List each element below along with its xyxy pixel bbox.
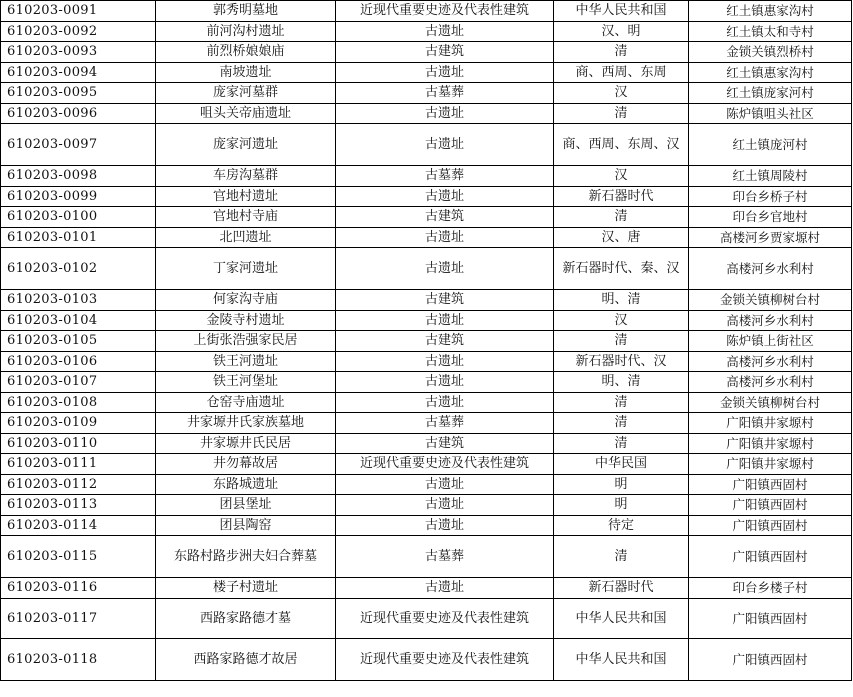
era-cell: 中华人民共和国 xyxy=(554,638,689,680)
site-name-cell: 北凹遗址 xyxy=(156,227,336,248)
site-code-cell: 610203-0114 xyxy=(1,515,156,536)
site-code-cell: 610203-0101 xyxy=(1,227,156,248)
era-cell: 中华人民共和国 xyxy=(554,598,689,638)
site-name-cell: 西路家路德才故居 xyxy=(156,638,336,680)
category-cell: 古墓葬 xyxy=(336,413,554,434)
era-cell: 明 xyxy=(554,474,689,495)
category-cell: 近现代重要史迹及代表性建筑 xyxy=(336,454,554,475)
category-cell: 古遗址 xyxy=(336,21,554,42)
table-row xyxy=(1,103,852,124)
heritage-table-body xyxy=(1,1,852,681)
category-cell: 古遗址 xyxy=(336,248,554,290)
location-cell: 红土镇惠家沟村 xyxy=(689,1,852,22)
site-code-cell: 610203-0091 xyxy=(1,1,156,22)
table-row xyxy=(1,62,852,83)
site-code-cell: 610203-0117 xyxy=(1,598,156,638)
era-cell: 新石器时代、秦、汉 xyxy=(554,248,689,290)
category-cell: 近现代重要史迹及代表性建筑 xyxy=(336,598,554,638)
site-code-cell: 610203-0116 xyxy=(1,578,156,599)
site-name-cell: 庞家河遗址 xyxy=(156,124,336,166)
table-row xyxy=(1,331,852,352)
era-cell: 汉 xyxy=(554,310,689,331)
site-code-cell: 610203-0104 xyxy=(1,310,156,331)
location-cell: 金锁关镇柳树台村 xyxy=(689,290,852,311)
site-name-cell: 铁王河堡址 xyxy=(156,372,336,393)
location-cell: 广阳镇井家塬村 xyxy=(689,413,852,434)
site-name-cell: 官地村寺庙 xyxy=(156,207,336,228)
site-name-cell: 郭秀明墓地 xyxy=(156,1,336,22)
site-name-cell: 东路城遗址 xyxy=(156,474,336,495)
location-cell: 广阳镇西固村 xyxy=(689,515,852,536)
location-cell: 红土镇惠家沟村 xyxy=(689,62,852,83)
location-cell: 金锁关镇烈桥村 xyxy=(689,42,852,63)
table-row xyxy=(1,413,852,434)
site-name-cell: 东路村路步洲夫妇合葬墓 xyxy=(156,536,336,578)
site-code-cell: 610203-0118 xyxy=(1,638,156,680)
site-code-cell: 610203-0103 xyxy=(1,290,156,311)
table-row xyxy=(1,536,852,578)
site-code-cell: 610203-0092 xyxy=(1,21,156,42)
table-row xyxy=(1,474,852,495)
category-cell: 古建筑 xyxy=(336,331,554,352)
site-name-cell: 官地村遗址 xyxy=(156,186,336,207)
table-row xyxy=(1,433,852,454)
site-code-cell: 610203-0109 xyxy=(1,413,156,434)
location-cell: 陈炉镇上街社区 xyxy=(689,331,852,352)
table-row xyxy=(1,186,852,207)
era-cell: 汉、明 xyxy=(554,21,689,42)
site-code-cell: 610203-0100 xyxy=(1,207,156,228)
location-cell: 高楼河乡水利村 xyxy=(689,351,852,372)
era-cell: 清 xyxy=(554,207,689,228)
site-code-cell: 610203-0105 xyxy=(1,331,156,352)
category-cell: 古建筑 xyxy=(336,290,554,311)
category-cell: 古遗址 xyxy=(336,351,554,372)
category-cell: 古遗址 xyxy=(336,227,554,248)
site-name-cell: 车房沟墓群 xyxy=(156,166,336,187)
era-cell: 清 xyxy=(554,536,689,578)
table-row xyxy=(1,42,852,63)
category-cell: 近现代重要史迹及代表性建筑 xyxy=(336,1,554,22)
table-row xyxy=(1,578,852,599)
site-code-cell: 610203-0113 xyxy=(1,495,156,516)
category-cell: 古墓葬 xyxy=(336,166,554,187)
location-cell: 广阳镇井家塬村 xyxy=(689,454,852,475)
location-cell: 红土镇庞家河村 xyxy=(689,83,852,104)
category-cell: 古遗址 xyxy=(336,310,554,331)
site-name-cell: 西路家路德才墓 xyxy=(156,598,336,638)
site-name-cell: 团县堡址 xyxy=(156,495,336,516)
category-cell: 近现代重要史迹及代表性建筑 xyxy=(336,638,554,680)
table-row xyxy=(1,598,852,638)
site-name-cell: 井家塬井氏民居 xyxy=(156,433,336,454)
table-row xyxy=(1,638,852,680)
era-cell: 汉 xyxy=(554,83,689,104)
location-cell: 广阳镇西固村 xyxy=(689,474,852,495)
location-cell: 印台乡官地村 xyxy=(689,207,852,228)
site-code-cell: 610203-0098 xyxy=(1,166,156,187)
table-row xyxy=(1,21,852,42)
site-name-cell: 楼子村遗址 xyxy=(156,578,336,599)
site-name-cell: 金陵寺村遗址 xyxy=(156,310,336,331)
site-code-cell: 610203-0107 xyxy=(1,372,156,393)
location-cell: 红土镇周陵村 xyxy=(689,166,852,187)
site-name-cell: 铁王河遗址 xyxy=(156,351,336,372)
category-cell: 古遗址 xyxy=(336,578,554,599)
category-cell: 古遗址 xyxy=(336,495,554,516)
site-name-cell: 何家沟寺庙 xyxy=(156,290,336,311)
site-code-cell: 610203-0095 xyxy=(1,83,156,104)
site-code-cell: 610203-0097 xyxy=(1,124,156,166)
location-cell: 红土镇庞河村 xyxy=(689,124,852,166)
era-cell: 清 xyxy=(554,103,689,124)
table-row xyxy=(1,166,852,187)
location-cell: 广阳镇西固村 xyxy=(689,598,852,638)
site-name-cell: 仓窑寺庙遗址 xyxy=(156,392,336,413)
table-row xyxy=(1,227,852,248)
category-cell: 古遗址 xyxy=(336,124,554,166)
era-cell: 新石器时代 xyxy=(554,578,689,599)
era-cell: 清 xyxy=(554,413,689,434)
table-row xyxy=(1,351,852,372)
site-code-cell: 610203-0108 xyxy=(1,392,156,413)
location-cell: 陈炉镇咀头社区 xyxy=(689,103,852,124)
era-cell: 清 xyxy=(554,433,689,454)
site-code-cell: 610203-0102 xyxy=(1,248,156,290)
era-cell: 待定 xyxy=(554,515,689,536)
site-name-cell: 团县陶窑 xyxy=(156,515,336,536)
location-cell: 高楼河乡水利村 xyxy=(689,248,852,290)
location-cell: 红土镇太和寺村 xyxy=(689,21,852,42)
location-cell: 印台乡楼子村 xyxy=(689,578,852,599)
category-cell: 古遗址 xyxy=(336,515,554,536)
site-code-cell: 610203-0093 xyxy=(1,42,156,63)
location-cell: 高楼河乡水利村 xyxy=(689,310,852,331)
table-row xyxy=(1,515,852,536)
era-cell: 明、清 xyxy=(554,372,689,393)
table-row xyxy=(1,310,852,331)
category-cell: 古建筑 xyxy=(336,433,554,454)
site-name-cell: 庞家河墓群 xyxy=(156,83,336,104)
location-cell: 广阳镇西固村 xyxy=(689,638,852,680)
category-cell: 古遗址 xyxy=(336,372,554,393)
table-row xyxy=(1,83,852,104)
era-cell: 明 xyxy=(554,495,689,516)
site-code-cell: 610203-0094 xyxy=(1,62,156,83)
era-cell: 新石器时代、汉 xyxy=(554,351,689,372)
category-cell: 古遗址 xyxy=(336,62,554,83)
site-name-cell: 咀头关帝庙遗址 xyxy=(156,103,336,124)
era-cell: 清 xyxy=(554,392,689,413)
site-code-cell: 610203-0106 xyxy=(1,351,156,372)
site-name-cell: 井勿幕故居 xyxy=(156,454,336,475)
era-cell: 商、西周、东周 xyxy=(554,62,689,83)
era-cell: 清 xyxy=(554,331,689,352)
table-row xyxy=(1,124,852,166)
era-cell: 明、清 xyxy=(554,290,689,311)
location-cell: 高楼河乡贾家塬村 xyxy=(689,227,852,248)
site-code-cell: 610203-0115 xyxy=(1,536,156,578)
era-cell: 汉、唐 xyxy=(554,227,689,248)
category-cell: 古遗址 xyxy=(336,392,554,413)
site-code-cell: 610203-0112 xyxy=(1,474,156,495)
location-cell: 广阳镇井家塬村 xyxy=(689,433,852,454)
table-row xyxy=(1,207,852,228)
location-cell: 高楼河乡水利村 xyxy=(689,372,852,393)
category-cell: 古遗址 xyxy=(336,474,554,495)
table-row xyxy=(1,1,852,22)
table-row xyxy=(1,372,852,393)
location-cell: 广阳镇西固村 xyxy=(689,536,852,578)
category-cell: 古墓葬 xyxy=(336,536,554,578)
era-cell: 汉 xyxy=(554,166,689,187)
site-code-cell: 610203-0111 xyxy=(1,454,156,475)
era-cell: 中华人民共和国 xyxy=(554,1,689,22)
category-cell: 古墓葬 xyxy=(336,83,554,104)
category-cell: 古遗址 xyxy=(336,186,554,207)
table-row xyxy=(1,290,852,311)
site-code-cell: 610203-0110 xyxy=(1,433,156,454)
era-cell: 中华民国 xyxy=(554,454,689,475)
site-name-cell: 前烈桥娘娘庙 xyxy=(156,42,336,63)
location-cell: 广阳镇西固村 xyxy=(689,495,852,516)
table-row xyxy=(1,454,852,475)
category-cell: 古建筑 xyxy=(336,207,554,228)
era-cell: 清 xyxy=(554,42,689,63)
site-code-cell: 610203-0096 xyxy=(1,103,156,124)
table-row xyxy=(1,495,852,516)
site-code-cell: 610203-0099 xyxy=(1,186,156,207)
site-name-cell: 上街张浩强家民居 xyxy=(156,331,336,352)
category-cell: 古建筑 xyxy=(336,42,554,63)
site-name-cell: 前河沟村遗址 xyxy=(156,21,336,42)
era-cell: 商、西周、东周、汉 xyxy=(554,124,689,166)
site-name-cell: 南坡遗址 xyxy=(156,62,336,83)
site-name-cell: 丁家河遗址 xyxy=(156,248,336,290)
table-row xyxy=(1,248,852,290)
category-cell: 古遗址 xyxy=(336,103,554,124)
site-name-cell: 井家塬井氏家族墓地 xyxy=(156,413,336,434)
location-cell: 金锁关镇柳树台村 xyxy=(689,392,852,413)
era-cell: 新石器时代 xyxy=(554,186,689,207)
table-row xyxy=(1,392,852,413)
location-cell: 印台乡桥子村 xyxy=(689,186,852,207)
